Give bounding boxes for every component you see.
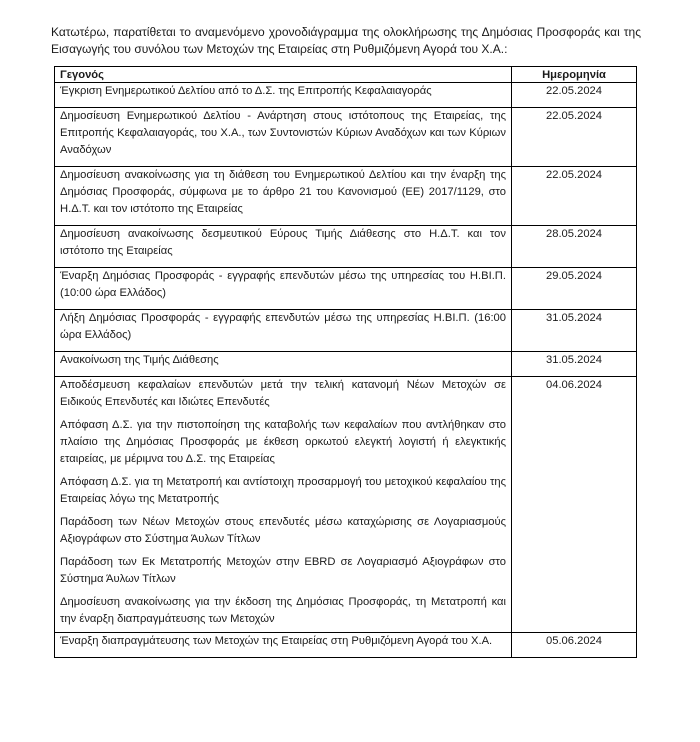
date-cell: 05.06.2024	[512, 633, 637, 658]
table-row	[55, 268, 637, 310]
table-row	[55, 226, 637, 268]
event-text: Έγκριση Ενημερωτικού Δελτίου από το Δ.Σ. της Επιτροπής Κεφαλαιαγοράς	[60, 85, 432, 97]
event-text: Αποδέσμευση κεφαλαίων επενδυτών μετά την τελική κατανομή Νέων Μετοχών σε Ειδικούς Επενδυτές και Ιδιώτες Επενδυτές	[60, 379, 506, 408]
table-row	[55, 633, 637, 658]
event-text: Απόφαση Δ.Σ. για την πιστοποίηση της καταβολής των κεφαλαίων που αντλήθηκαν στο πλαίσιο της Δημόσιας Προσφοράς με έκθεση ορκωτού ελεγκτή λογιστή ή ελεγκτικής εταιρείας, με μέριμνα του Δ.Σ. της Εταιρείας	[60, 419, 506, 465]
date-cell: 28.05.2024	[512, 226, 637, 268]
date-cell: 22.05.2024	[512, 108, 637, 167]
table-row	[55, 377, 637, 633]
date-cell: 31.05.2024	[512, 310, 637, 352]
intro-paragraph: Κατωτέρω, παρατίθεται το αναμενόμενο χρονοδιάγραμμα της ολοκλήρωσης της Δημόσιας Προσφοράς και της Εισαγωγής του συνόλου των Μετοχών της Εταιρείας στη Ρυθμιζόμενη Αγορά του Χ.Α.:	[51, 25, 641, 56]
event-text: Παράδοση των Νέων Μετοχών στους επενδυτές μέσω καταχώρισης σε Λογαριασμούς Αξιογράφων στο Σύστημα Άυλων Τίτλων	[60, 516, 506, 545]
event-cell	[55, 377, 512, 633]
event-cell	[55, 352, 512, 377]
event-cell	[55, 310, 512, 352]
event-text: Απόφαση Δ.Σ. για τη Μετατροπή και αντίστοιχη προσαρμογή του μετοχικού κεφαλαίου της Εταιρείας λόγω της Μετατροπής	[60, 476, 506, 505]
event-text: Ανακοίνωση της Τιμής Διάθεσης	[60, 354, 219, 366]
date-cell: 22.05.2024	[512, 167, 637, 226]
event-text: Παράδοση των Εκ Μετατροπής Μετοχών στην EBRD σε Λογαριασμό Αξιογράφων στο Σύστημα Άυλων Τίτλων	[60, 556, 506, 585]
table-header-row	[55, 67, 637, 83]
event-cell	[55, 226, 512, 268]
table-row	[55, 167, 637, 226]
event-cell	[55, 633, 512, 658]
table-row	[55, 83, 637, 108]
table-row	[55, 352, 637, 377]
event-text: Δημοσίευση ανακοίνωσης δεσμευτικού Εύρους Τιμής Διάθεσης στο Η.Δ.Τ. και τον ιστότοπο της Εταιρείας	[60, 228, 506, 257]
date-cell: 31.05.2024	[512, 352, 637, 377]
date-cell: 22.05.2024	[512, 83, 637, 108]
header-event: Γεγονός	[55, 67, 512, 83]
event-text: Λήξη Δημόσιας Προσφοράς - εγγραφής επενδυτών μέσω της υπηρεσίας Η.ΒΙ.Π. (16:00 ώρα Ελλάδος)	[60, 312, 506, 341]
event-text: Δημοσίευση Ενημερωτικού Δελτίου - Ανάρτηση στους ιστότοπους της Εταιρείας, της Επιτροπής Κεφαλαιαγοράς, του Χ.Α., των Συντονιστών Κύριων Αναδόχων και των Κύριων Αναδόχων	[60, 110, 506, 156]
event-text: Έναρξη Δημόσιας Προσφοράς - εγγραφής επενδυτών μέσω της υπηρεσίας του Η.ΒΙ.Π. (10:00 ώρα Ελλάδος)	[60, 270, 506, 299]
event-text: Δημοσίευση ανακοίνωσης για τη διάθεση του Ενημερωτικού Δελτίου και την έναρξη της Δημόσιας Προσφοράς, σύμφωνα με το άρθρο 21 του Κανονισμού (ΕΕ) 2017/1129, στο Η.Δ.Τ. και τον ιστότοπο της Εταιρείας	[60, 169, 506, 215]
header-date: Ημερομηνία	[512, 67, 637, 83]
event-cell	[55, 268, 512, 310]
date-cell: 04.06.2024	[512, 377, 637, 633]
event-text: Έναρξη διαπραγμάτευσης των Μετοχών της Εταιρείας στη Ρυθμιζόμενη Αγορά του Χ.Α.	[60, 635, 493, 647]
table-row	[55, 310, 637, 352]
date-cell: 29.05.2024	[512, 268, 637, 310]
event-text: Δημοσίευση ανακοίνωσης για την έκδοση της Δημόσιας Προσφοράς, τη Μετατροπή και την έναρξη διαπραγμάτευσης των Μετοχών	[60, 596, 506, 625]
schedule-table	[54, 66, 637, 658]
event-cell	[55, 108, 512, 167]
event-cell	[55, 83, 512, 108]
table-row	[55, 108, 637, 167]
event-cell	[55, 167, 512, 226]
